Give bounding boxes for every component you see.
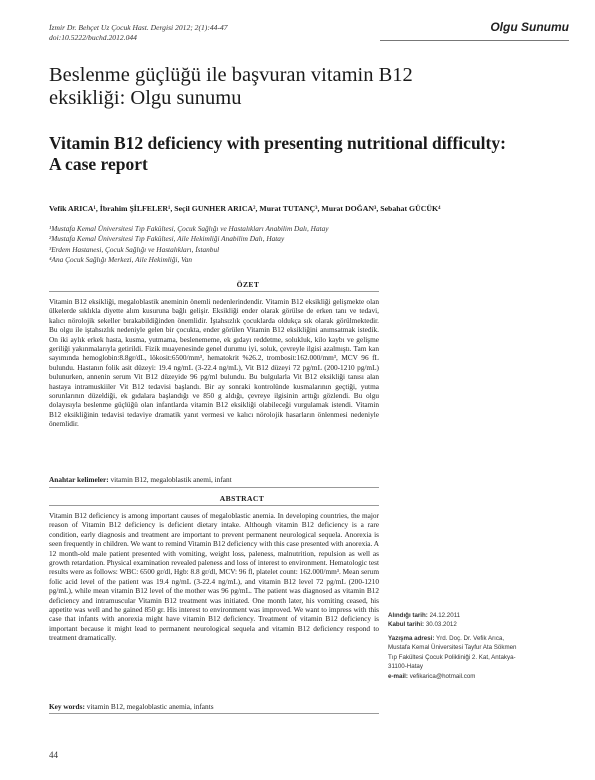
- correspondence-address: [388, 634, 570, 681]
- email-line: [388, 672, 570, 681]
- title-english: [49, 133, 569, 176]
- page-number: 44: [49, 750, 58, 760]
- accepted-date: [388, 620, 460, 629]
- keywords-label: Anahtar kelimeler:: [49, 475, 109, 484]
- accepted-value: 30.03.2012: [425, 621, 457, 629]
- header-divider: [380, 40, 569, 41]
- ozet-divider: [49, 291, 379, 292]
- abstract-heading: ABSTRACT: [219, 494, 265, 503]
- keywords-value: vitamin B12, megaloblastic anemia, infants: [86, 702, 214, 711]
- correspondence-line: Tıp Fakültesi Çocuk Polikliniği 2. Kat, Antakya-: [388, 653, 516, 661]
- article-dates: [388, 611, 460, 630]
- title-turkish: [49, 64, 549, 109]
- correspondence-line: 31100-Hatay: [388, 663, 423, 671]
- email-label: e-mail:: [388, 672, 408, 680]
- affiliation-item: ³Erdem Hastanesi, Çocuk Sağlığı ve Hastalıkları, İstanbul: [49, 244, 220, 254]
- affiliation-item: ⁴Ana Çocuk Sağlığı Merkezi, Aile Hekimliği, Van: [49, 255, 193, 265]
- received-label: Alındığı tarih:: [388, 612, 428, 619]
- turkish-keywords: [49, 475, 379, 484]
- keywords-label: Key words:: [49, 702, 85, 711]
- author-list: Vefik ARICA¹, İbrahim ŞİLFELER¹, Seçil GUNHER ARICA², Murat TUTANÇ³, Murat DOĞAN³, Sebahat GÜCÜK⁴: [49, 204, 441, 213]
- article-type: Olgu Sunumu: [490, 20, 569, 34]
- abstract-body: Vitamin B12 deficiency is among important causes of megaloblastic anemia. In developing countries, the major reason of Vitamin B12 deficiency is deficient dietary intake. Although vitamin B12 deficiency is a rare condition, early diagnosis and treatment are important to prevent permanent neurological sequela. Anorexia is seen frequently in children. We want to remind Vitamin B12 deficiency with this case presented with anorexia. A 12 month-old male patient presented with vomiting, weight loss, paleness, malnutrition, repulsion as well as growth retardation. Physical examination revealed paleness and loss of interest to environment. Hematologic test results were as follows: WBC: 6500 gr/dl, Hgb: 8.8 gr/dl, MCV: 96 fl, platelet count: 162.000/mm³. Mean serum folic acid level of the patient was 19.4 ng/mL (3-22.4 ng/mL), and vitamin B12 level 72 pg/mL (200-1210 pg/mL), while mean vitamin B12 level of the mother was 96 pg/mL. The patient was diagnosed as vitamin B12 deficiency and intramuscular Vitamin B12 treatment was initiated. One month later, his vomiting ceased, his appetite was well and he gained 850 gr. His interest to environment was improved. We want to impress with this case that infants with anorexia might have vitamin B12 deficiency. Treatment of vitamin B12 deficiency is important because it might lead to permanent neurological sequela and vitamin B12 deficiency respond to treatment dramatically.: [49, 511, 380, 643]
- journal-citation: [49, 23, 379, 44]
- ozet-body: Vitamin B12 eksikliği, megaloblastik aneminin önemli nedenlerindendir. Vitamin B12 eksikliği gelişmekte olan ülkelerde sıklıkla diyette alım kusuruna bağlı gelişir. Eksikliği ender olarak görülse de erken tanı ve tedavi, kalıcı nörolojik sekeller bırakabildiğinden önemlidir. İştahsızlık çocuklarda oldukça sık olarak görülmektedir. Bu olgu ile iştahsızlık nedeniyle gelen bir çocukta, ender görülen Vitamin B12 eksikliğini anımsatmak istedik. On iki aylık erkek hasta, kusma, yutmama, beslenememe, ek gıdayı reddetme, solukluk, kilo kaybı ve gelişme geriliği yakınmalarıyla getirildi. Fizik muayenesinde genel durumu iyi, soluk, çevreyle ilgisi azalmıştı. Tam kan sayımında hemoglobin:8.8gr/dL, lökosit:6500/mm³, hematokrit %26.2, trombosit:162.000/mm³, MCV 96 fL bulundu. Hastanın folik asit düzeyi: 19.4 ng/mL (3-22.4 ng/mL), Vit B12 düzeyi 72 pg/mL (200-1210 pg/mL) bulunurken, annenin serum Vit B12 düzeyide 96 pg/ml bulundu. Bu bulgularla Vit B12 eksikliği tanısı alan hastaya intramuskiiler Vit B12 tedavisi başlandı. Bir ay sonraki kontrolünde kusmalarının geçtiği, yutma sorunlarının düzeldiği, ek gıdalara başlandığı ve 850 g aldığı, çevreye ilgisinin arttığı gözlendi. Bu olgu dolayısıyla beslenme güçlüğü olan infantlarda vitamin B12 eksikliği olabileceği vurgulamak istendi. Vitamin B12 eksikliğinin tedavisi tedaviye dramatik yanıt vermesi ve kalıcı nörolojik hasarların önlenmesi nedeniyle önemlidir.: [49, 297, 379, 429]
- journal-citation-line: İzmir Dr. Behçet Uz Çocuk Hast. Dergisi 2012; 2(1):44-47: [49, 23, 228, 32]
- title-english-line: A case report: [49, 154, 148, 175]
- accepted-label: Kabul tarihi:: [388, 621, 425, 629]
- correspondence-name: Yrd. Doç. Dr. Vefik Arıca,: [436, 635, 505, 642]
- ozet-heading: ÖZET: [236, 280, 260, 289]
- title-english-line: Vitamin B12 deficiency with presenting nutritional difficulty:: [49, 133, 506, 153]
- affiliation-item: ²Mustafa Kemal Üniversitesi Tıp Fakültesi, Aile Hekimliği Anabilim Dalı, Hatay: [49, 234, 285, 244]
- keywords-value: vitamin B12, megaloblastik anemi, infant: [110, 475, 232, 484]
- received-date: [388, 611, 460, 620]
- email-value[interactable]: vefikarica@hotmail.com: [409, 672, 476, 680]
- title-turkish-line: Beslenme güçlüğü ile başvuran vitamin B12: [49, 64, 413, 86]
- keywords-divider: [49, 487, 379, 488]
- abstract-end-divider: [49, 713, 379, 714]
- correspondence-line: [388, 634, 570, 643]
- affiliation-item: ¹Mustafa Kemal Üniversitesi Tıp Fakültesi, Çocuk Sağlığı ve Hastalıkları Anabilim Dalı, Hatay: [49, 224, 329, 233]
- affiliations: [49, 224, 429, 265]
- english-keywords: [49, 702, 379, 711]
- correspondence-label: Yazışma adresi:: [388, 635, 435, 642]
- abstract-divider: [49, 505, 379, 506]
- correspondence-line: Mustafa Kemal Üniversitesi Tayfur Ata Sökmen: [388, 644, 517, 652]
- title-turkish-line: eksikliği: Olgu sunumu: [49, 86, 242, 109]
- received-value: 24.12.2011: [429, 612, 461, 619]
- doi-line: doi:10.5222/buchd.2012.044: [49, 33, 137, 43]
